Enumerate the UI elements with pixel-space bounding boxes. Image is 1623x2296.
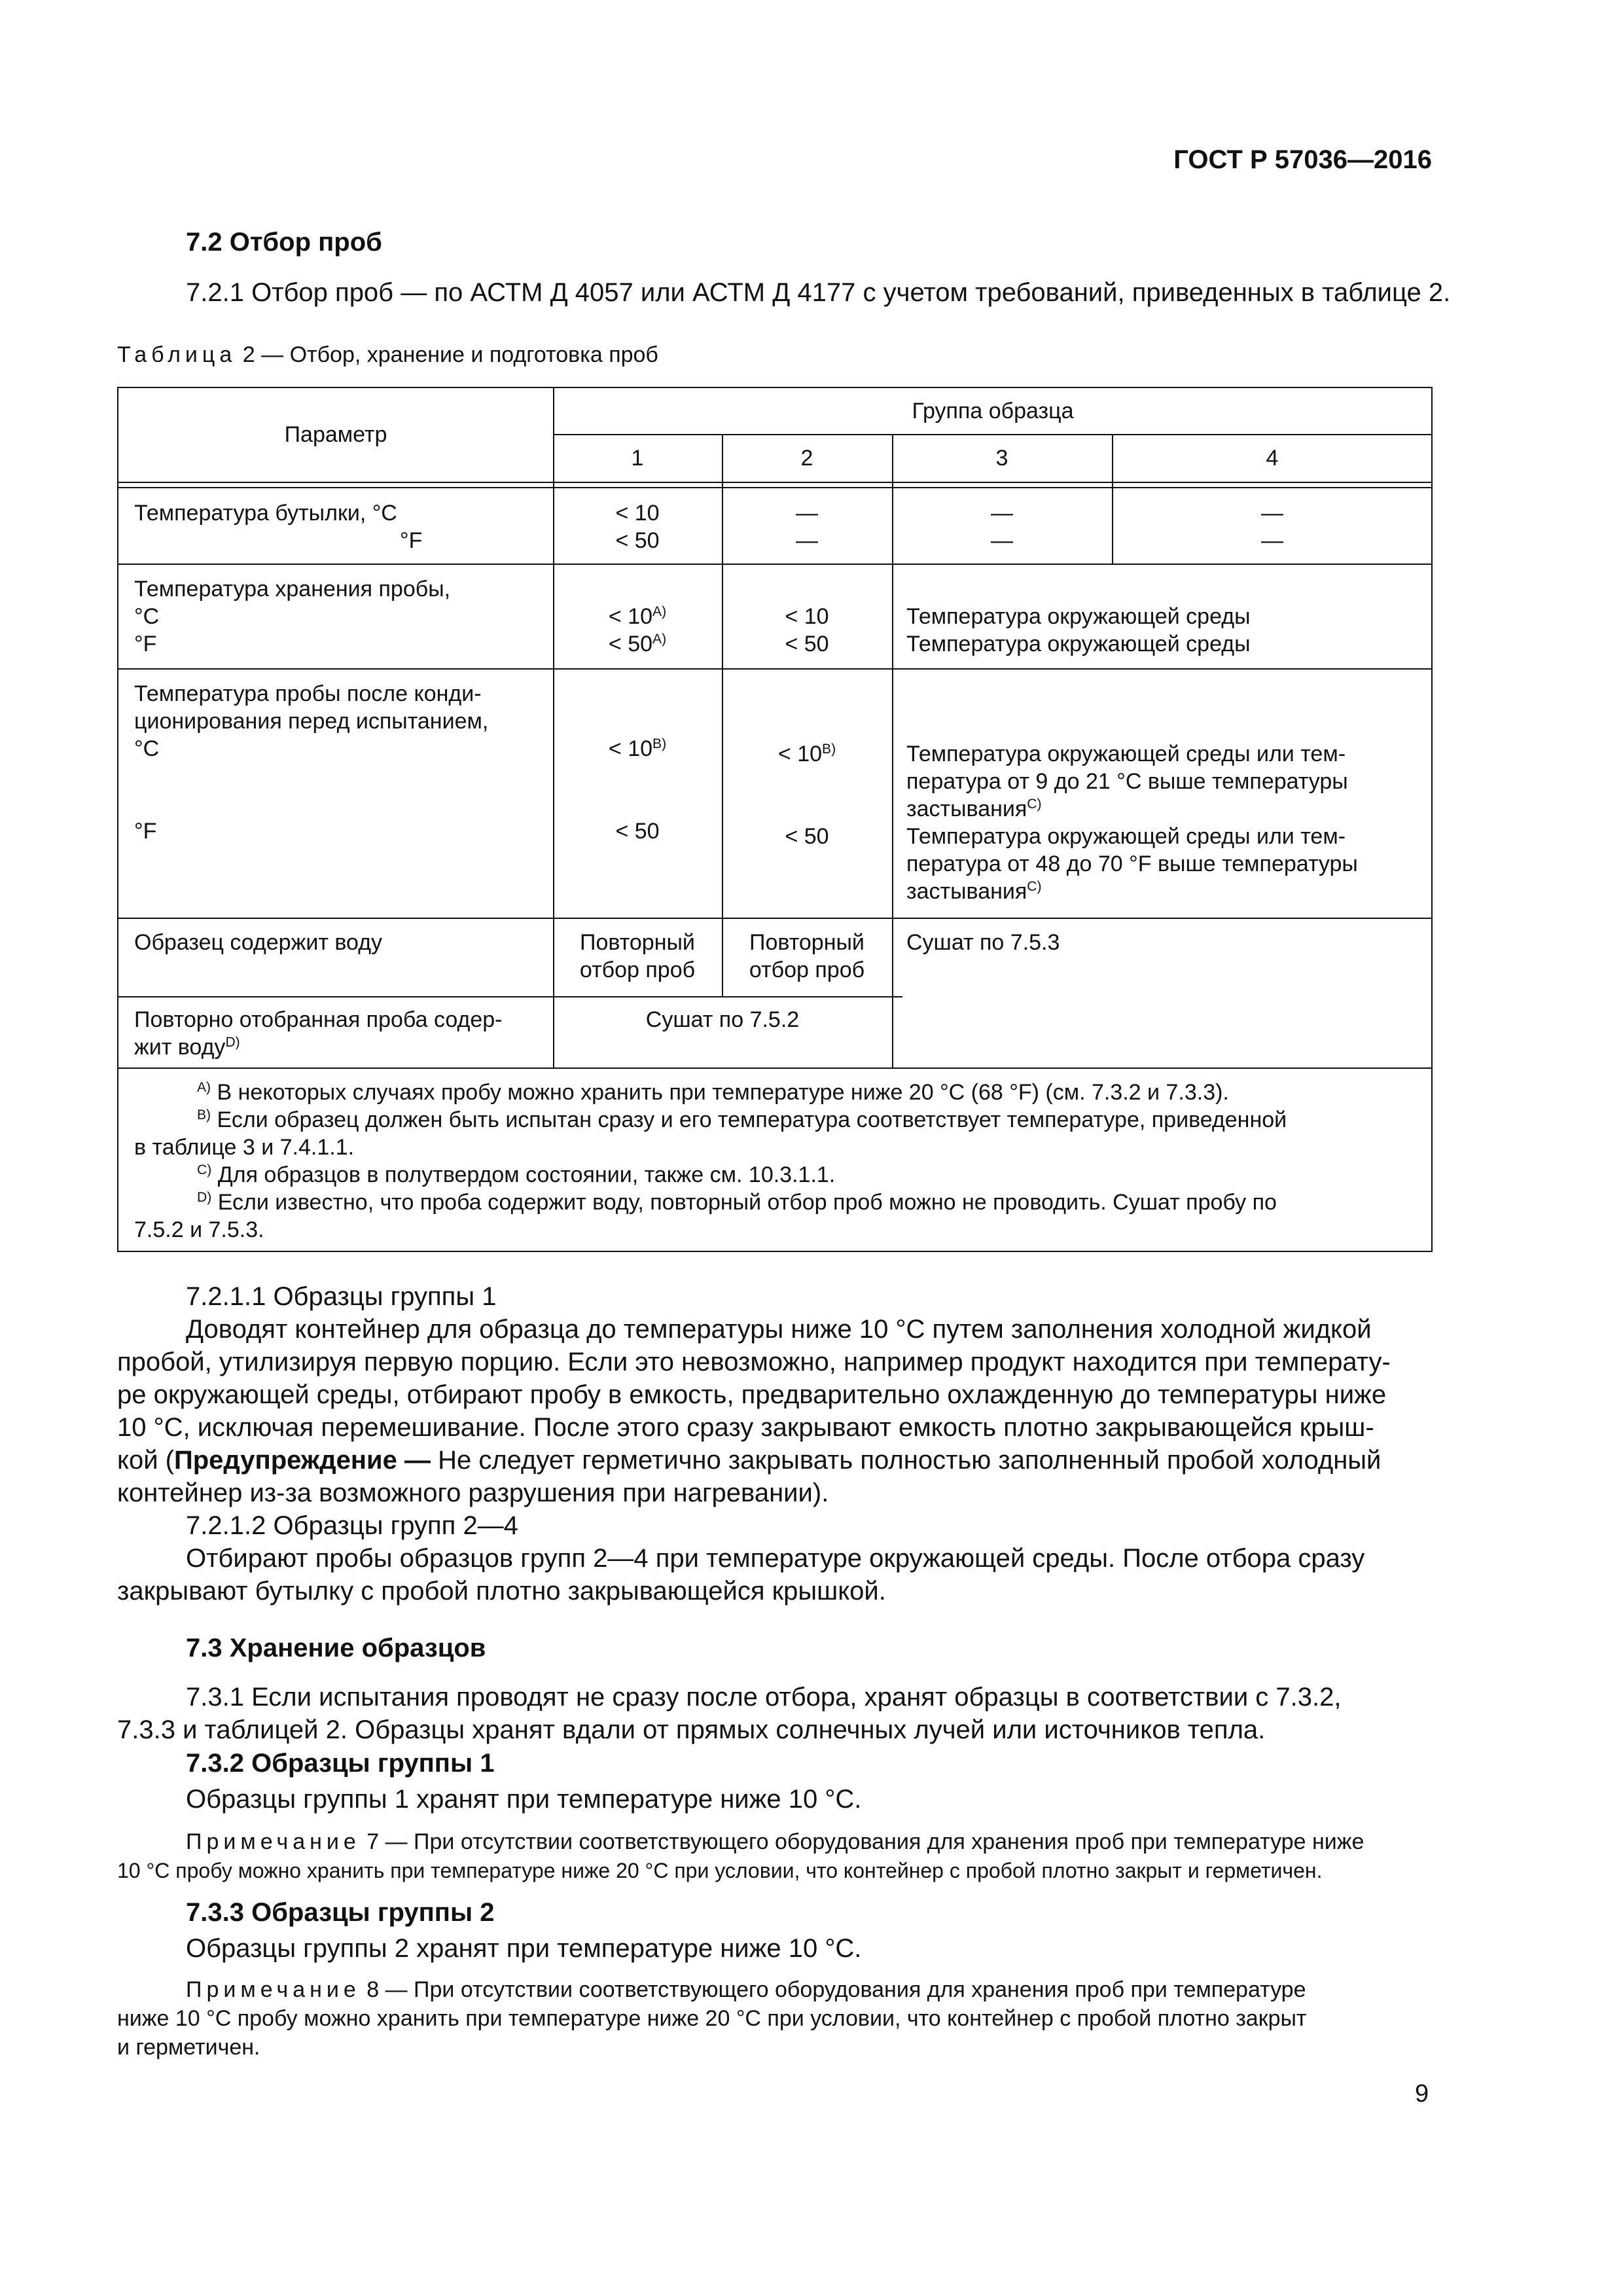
row-storage-temp-g2-f: < 50 [785, 632, 829, 656]
page-number: 9 [1415, 2080, 1429, 2108]
row-bottle-temp-g2-c: — [796, 501, 818, 526]
header-group-1: 1 [631, 446, 644, 471]
table-caption-text: 2 — Отбор, хранение и подготовка проб [242, 342, 658, 367]
table-line [118, 1067, 1433, 1069]
table-caption-label: Таблица [117, 342, 237, 367]
row-conditioned-temp-g2-c: < $10^{B)}$ [777, 742, 836, 766]
table-line [118, 564, 1433, 565]
footnote-b-2: в таблице 3 и 7.4.1.1. [134, 1135, 355, 1160]
header-group-3: 3 [995, 446, 1008, 471]
row-bottle-temp-g4-f: — [1261, 528, 1283, 553]
row-bottle-temp-label-f: °F [400, 528, 423, 553]
row-conditioned-temp-label-2: ционирования перед испытанием, [134, 709, 489, 734]
footnote-a: $^{A)}$ В некоторых случаях пробу можно хранить при температуре ниже 20 °С (68 °F) (см. 7.3.2 и 7.3.3). [197, 1080, 1229, 1105]
row-storage-temp-unit-f: °F [134, 632, 157, 656]
footnote-d-2: 7.5.2 и 7.5.3. [134, 1217, 264, 1242]
note-8-line-3: и герметичен. [117, 2035, 260, 2060]
row-conditioned-temp-unit-f: °F [134, 819, 157, 844]
note-7-line-2: 10 °С пробу можно хранить при температуре ниже 20 °С при условии, что контейнер с пробой плотно закрыт и герметичен. [117, 1859, 1323, 1882]
row-conditioned-temp-g2-f: < 50 [785, 824, 829, 849]
paragraph-7-3-1-line-2: 7.3.3 и таблицей 2. Образцы хранят вдали от прямых солнечных лучей или источников тепла. [117, 1715, 1266, 1744]
paragraph-7-3-2: Образцы группы 1 хранят при температуре ниже 10 °С. [186, 1785, 862, 1814]
section-title-7-2: 7.2 Отбор проб [186, 228, 382, 257]
paragraph-7-2-1-1-line-2: пробой, утилизируя первую порцию. Если это невозможно, например продукт находится при температу- [117, 1348, 1391, 1376]
table-line [118, 996, 902, 997]
header-param: Параметр [284, 422, 387, 447]
footnote-d-1: $^{D)}$ Если известно, что проба содержит воду, повторный отбор проб можно не проводить. Сушат пробу по [197, 1190, 1277, 1215]
row-conditioned-temp-label-1: Температура пробы после конди- [134, 681, 482, 706]
table-line [553, 434, 1433, 435]
paragraph-7-2-1-1-title: 7.2.1.1 Образцы группы 1 [186, 1282, 497, 1311]
row-bottle-temp-g1-c: < 10 [615, 501, 660, 526]
row-resampled-water-label-2: жит воду$^{D)}$ [134, 1035, 240, 1060]
row-storage-temp-g1-c: < $10^{A)}$ [608, 604, 667, 629]
section-title-7-3: 7.3 Хранение образцов [186, 1634, 486, 1662]
paragraph-7-2-1-1-line-3: ре окружающей среды, отбирают пробу в емкость, предварительно охлажденную до температуры ниже [117, 1380, 1387, 1409]
table-line [118, 668, 1433, 670]
row-conditioned-temp-g34-f-1: Температура окружающей среды или тем- [906, 824, 1346, 849]
note-8-line-1: Примечание 8 — При отсутствии соответствующего оборудования для хранения проб при температуре [186, 1977, 1306, 2002]
row-conditioned-temp-unit-c: °С [134, 736, 160, 761]
row-storage-temp-g34-f: Температура окружающей среды [906, 632, 1251, 656]
paragraph-7-2-1-1-line-6: контейнер из-за возможного разрушения при нагревании). [117, 1479, 829, 1507]
section-title-7-3-3: 7.3.3 Образцы группы 2 [186, 1898, 495, 1927]
document-code: ГОСТ Р 57036—2016 [1173, 145, 1432, 174]
row-bottle-temp-g1-f: < 50 [615, 528, 660, 553]
note-7-line-1: Примечание 7 — При отсутствии соответствующего оборудования для хранения проб при температуре ниже [186, 1829, 1364, 1854]
paragraph-7-3-1-line-1: 7.3.1 Если испытания проводят не сразу после отбора, хранят образцы в соответствии с 7.3.2, [186, 1683, 1342, 1712]
row-bottle-temp-g2-f: — [796, 528, 818, 553]
note-8-line-2: ниже 10 °С пробу можно хранить при температуре ниже 20 °С при условии, что контейнер с пробой плотно закрыт [117, 2006, 1307, 2031]
row-storage-temp-unit-c: °С [134, 604, 160, 629]
row-resampled-water-label-1: Повторно отобранная проба содер- [134, 1007, 503, 1032]
paragraph-7-2-1-1-line-4: 10 °С, исключая перемешивание. После этого сразу закрывают емкость плотно закрывающейся крыш- [117, 1413, 1374, 1442]
table-caption [117, 340, 658, 369]
row-contains-water-g2-1: Повторный [749, 930, 865, 955]
row-contains-water-label: Образец содержит воду [134, 930, 383, 955]
section-title-7-3-2: 7.3.2 Образцы группы 1 [186, 1749, 495, 1778]
row-bottle-temp-g4-c: — [1261, 501, 1283, 526]
row-conditioned-temp-g34-f-3: застывания$^{C)}$ [906, 879, 1042, 904]
row-conditioned-temp-g1-f: < 50 [615, 819, 660, 844]
warning-label: Предупреждение — [173, 1446, 431, 1475]
header-group-2: 2 [800, 446, 813, 471]
sampling-table [117, 387, 1433, 1252]
row-conditioned-temp-g34-c-2: пература от 9 до 21 °С выше температуры [906, 769, 1348, 794]
paragraph-7-3-3: Образцы группы 2 хранят при температуре ниже 10 °С. [186, 1934, 862, 1963]
row-conditioned-temp-g1-c: < $10^{B)}$ [608, 736, 667, 761]
row-resampled-water-g12: Сушат по 7.5.2 [645, 1007, 800, 1032]
paragraph-7-2-1: 7.2.1 Отбор проб — по АСТМ Д 4057 или АСТМ Д 4177 с учетом требований, приведенных в таблице 2. [186, 278, 1451, 307]
row-bottle-temp-label-c: Температура бутылки, °С [134, 501, 397, 526]
table-line [118, 487, 1433, 488]
paragraph-7-2-1-2-line-2: закрывают бутылку с пробой плотно закрывающейся крышкой. [117, 1577, 886, 1605]
footnote-c: $^{C)}$ Для образцов в полутвердом состоянии, также см. 10.3.1.1. [197, 1162, 836, 1187]
paragraph-7-2-1-2-line-1: Отбирают пробы образцов групп 2—4 при температуре окружающей среды. После отбора сразу [186, 1544, 1365, 1573]
row-storage-temp-g34-c: Температура окружающей среды [906, 604, 1251, 629]
header-group-4: 4 [1266, 446, 1279, 471]
paragraph-7-2-1-1-line-5: кой (Предупреждение — Не следует герметично закрывать полностью заполненный пробой холодный [117, 1446, 1382, 1475]
row-bottle-temp-g3-c: — [991, 501, 1013, 526]
row-conditioned-temp-g34-f-2: пература от 48 до 70 °F выше температуры [906, 852, 1358, 876]
header-group: Группа образца [912, 399, 1074, 423]
row-conditioned-temp-g34-c-1: Температура окружающей среды или тем- [906, 742, 1346, 766]
row-storage-temp-g2-c: < 10 [785, 604, 829, 629]
row-contains-water-g34: Сушат по 7.5.3 [906, 930, 1060, 955]
row-conditioned-temp-g34-c-3: застывания$^{C)}$ [906, 797, 1042, 821]
row-contains-water-g2-2: отбор проб [749, 958, 865, 982]
table-line [118, 918, 1433, 919]
paragraph-7-2-1-2-title: 7.2.1.2 Образцы групп 2—4 [186, 1511, 518, 1540]
row-bottle-temp-g3-f: — [991, 528, 1013, 553]
row-storage-temp-g1-f: < $50^{A)}$ [608, 632, 667, 656]
row-storage-temp-label: Температура хранения пробы, [134, 577, 451, 601]
row-contains-water-g1-1: Повторный [580, 930, 695, 955]
footnote-b-1: $^{B)}$ Если образец должен быть испытан сразу и его температура соответствует температуре, приведенной [197, 1107, 1287, 1132]
row-contains-water-g1-2: отбор проб [579, 958, 696, 982]
table-line [118, 482, 1433, 483]
paragraph-7-2-1-1-line-1: Доводят контейнер для образца до температуры ниже 10 °С путем заполнения холодной жидкой [186, 1315, 1372, 1344]
